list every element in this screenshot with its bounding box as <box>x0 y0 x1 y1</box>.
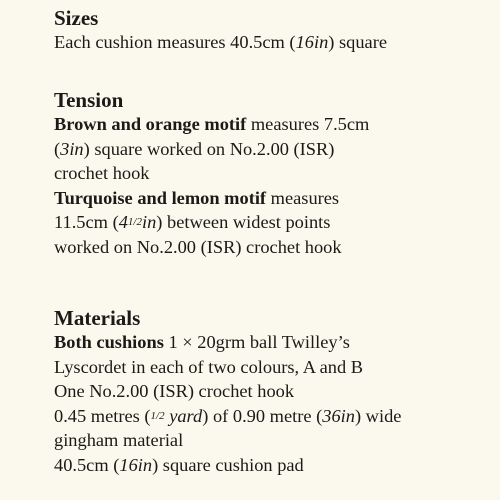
sizes-text: Each cushion measures 40.5cm (16in) square <box>54 32 387 52</box>
turquoise-lemon-line-3: worked on No.2.00 (ISR) crochet hook <box>54 236 342 257</box>
materials-line-6: 40.5cm (16in) square cushion pad <box>54 454 304 475</box>
materials-line-3: One No.2.00 (ISR) crochet hook <box>54 381 295 401</box>
materials-line-5: gingham material <box>54 430 184 450</box>
turquoise-lemon-line-1: Turquoise and lemon motif measures <box>54 187 340 208</box>
brown-orange-label: Brown and orange motif <box>54 114 247 134</box>
brown-orange-line-1: Brown and orange motif measures 7.5cm <box>54 114 370 134</box>
sizes-section <box>54 6 387 55</box>
brown-orange-line-3: crochet hook <box>54 163 150 183</box>
materials-heading: Materials <box>54 306 141 330</box>
both-cushions-label: Both cushions <box>54 332 164 352</box>
tension-section <box>54 88 369 259</box>
brown-orange-line-2: (3in) square worked on No.2.00 (ISR) <box>54 138 335 159</box>
sizes-heading: Sizes <box>54 6 99 30</box>
tension-heading: Tension <box>54 88 124 112</box>
turquoise-lemon-label: Turquoise and lemon motif <box>54 187 267 208</box>
materials-line-4: 0.45 metres (1/2 yard) of 0.90 metre (36in) wide <box>54 405 402 426</box>
materials-line-2: Lyscordet in each of two colours, A and B <box>54 356 364 377</box>
materials-line-1: Both cushions 1 × 20grm ball Twilley’s <box>54 332 350 352</box>
materials-section <box>54 306 401 477</box>
turquoise-lemon-line-2: 11.5cm (41/2in) between widest points <box>54 212 331 232</box>
